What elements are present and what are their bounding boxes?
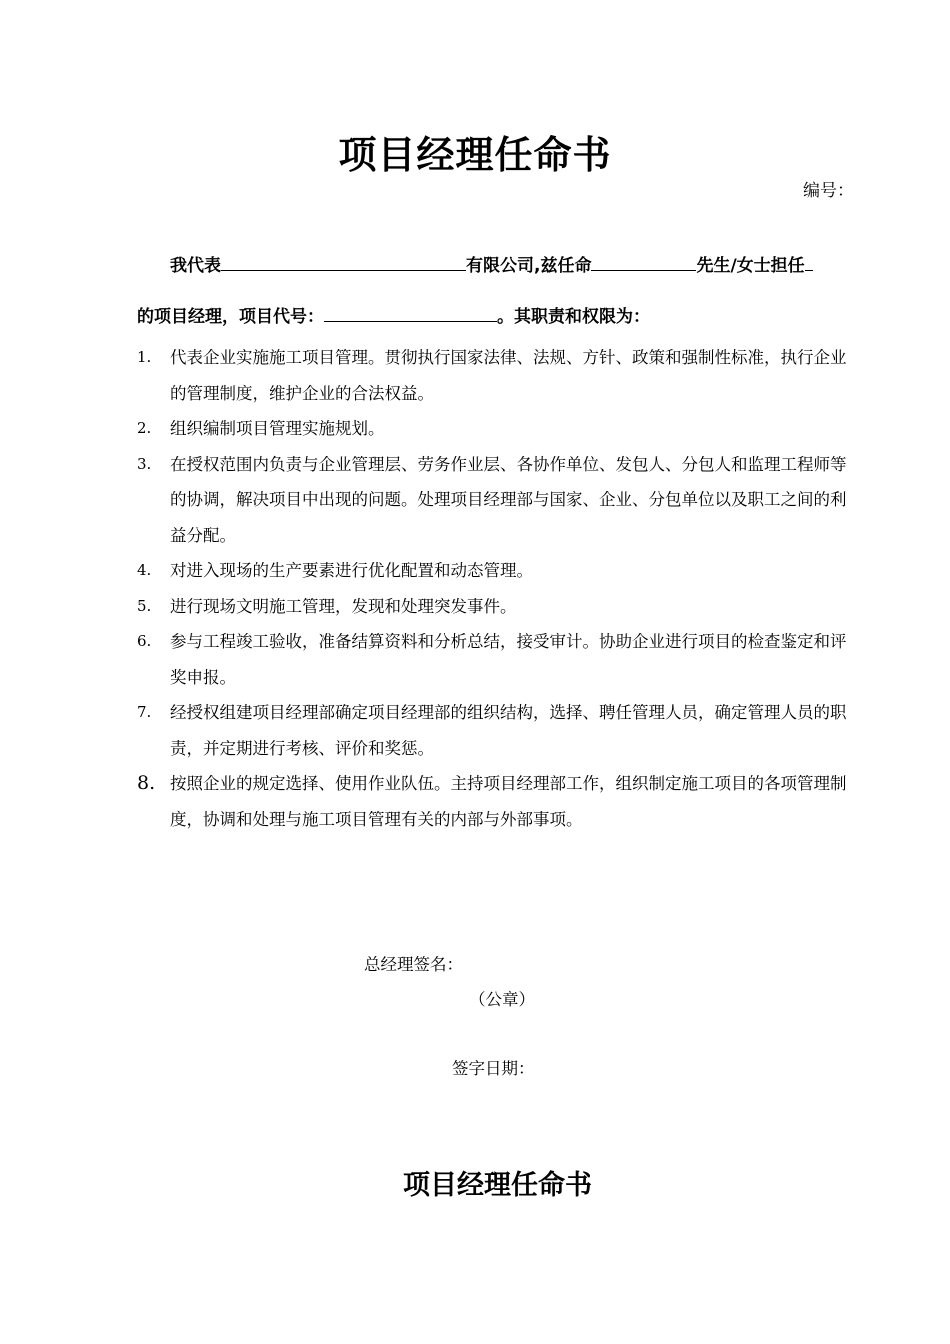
list-item-text: 对进入现场的生产要素进行优化配置和动态管理。 [170,561,533,580]
appointment-intro-line-2 [137,302,650,327]
list-item-text: 进行现场文明施工管理，发现和处理突发事件。 [170,596,517,616]
list-item-number: 5. [137,596,152,615]
list-item-number: 6. [137,632,152,650]
intro-text-project-code: 的项目经理，项目代号： [137,307,324,327]
list-item [137,340,861,411]
list-item-number: 3. [137,454,152,473]
list-item [137,695,861,766]
next-page-title: 项目经理任命书 [403,1170,592,1201]
company-seal-label: （公章） [469,990,535,1009]
list-item [137,589,861,625]
appointee-name-blank[interactable] [591,253,696,271]
list-item-number: 8. [137,772,156,794]
list-item-number: 4. [137,561,152,579]
list-item-text: 按照企业的规定选择、使用作业队伍。主持项目经理部工作，组织制定施工项目的各项管理制度，协调和处理与施工项目管理有关的内部与外部事项。 [170,774,847,829]
list-item-number: 2. [137,419,152,437]
duties-list [137,340,861,837]
list-item [137,411,861,447]
intro-text-duties: 。其职责和权限为： [497,307,650,327]
intro-text-company: 有限公司,兹任命 [466,256,592,276]
gm-signature-label: 总经理签名： [364,955,463,974]
project-code-blank[interactable] [324,304,497,322]
intro-text-title: 先生/女士担任 [696,256,805,276]
list-item-text: 在授权范围内负责与企业管理层、劳务作业层、各协作单位、发包人、分包人和监理工程师等的协调，解决项目中出现的问题。处理项目经理部与国家、企业、分包单位以及职工之间的利益分配。 [170,454,847,545]
company-name-blank[interactable] [221,253,466,271]
signature-date-label: 签字日期： [452,1059,535,1078]
list-item-text: 组织编制项目管理实施规划。 [170,419,385,438]
list-item [137,447,861,554]
appointment-intro-line-1 [170,251,813,276]
list-item-text: 参与工程竣工验收，准备结算资料和分析总结，接受审计。协助企业进行项目的检查鉴定和评奖申报。 [170,632,847,687]
list-item-number: 7. [137,703,152,721]
document-number-label: 编号： [803,181,854,201]
page-title: 项目经理任命书 [338,133,612,177]
list-item-number: 1. [137,348,152,366]
project-name-blank[interactable] [805,253,813,271]
list-item [137,766,861,837]
list-item-text: 代表企业实施施工项目管理。贯彻执行国家法律、法规、方针、政策和强制性标准，执行企业的管理制度，维护企业的合法权益。 [170,348,847,403]
list-item [137,553,861,589]
intro-text-represent: 我代表 [170,256,221,276]
list-item [137,624,861,695]
list-item-text: 经授权组建项目经理部确定项目经理部的组织结构，选择、聘任管理人员，确定管理人员的职责，并定期进行考核、评价和奖惩。 [170,703,847,758]
